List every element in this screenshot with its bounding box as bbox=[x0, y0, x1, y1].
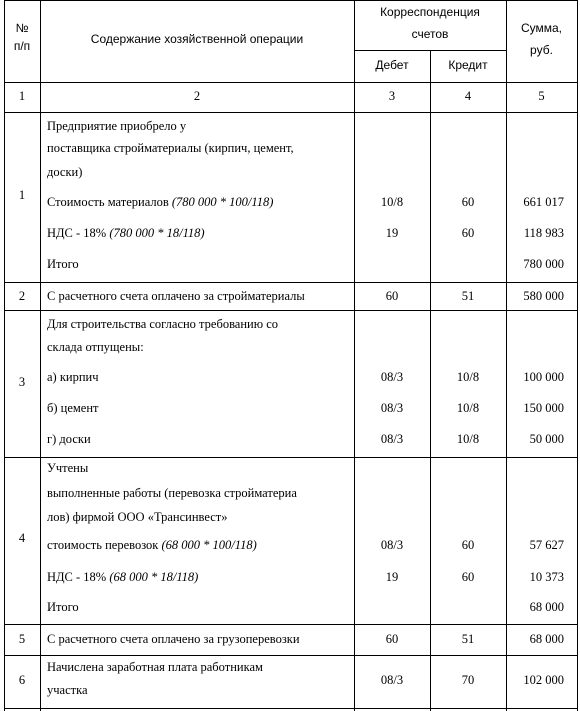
credit-cell: 10/8 bbox=[456, 370, 480, 384]
row-number: 5 bbox=[18, 632, 26, 646]
header-correspondence: счетов bbox=[411, 27, 449, 41]
rule bbox=[577, 0, 578, 711]
operation-text: С расчетного счета оплачено за стройматериалы bbox=[47, 289, 305, 303]
sum-cell: 102 000 bbox=[523, 673, 564, 687]
rule bbox=[354, 0, 355, 711]
col-number: 4 bbox=[464, 89, 472, 103]
rule bbox=[4, 624, 578, 625]
operation-text: С расчетного счета оплачено за грузоперевозки bbox=[47, 632, 300, 646]
operation-text: стоимость перевозок (68 000 * 100/118) bbox=[47, 538, 257, 552]
header-debit: Дебет bbox=[375, 58, 409, 72]
rule bbox=[40, 0, 41, 711]
formula: (780 000 * 100/118) bbox=[171, 195, 274, 209]
sum-cell: 10 373 bbox=[529, 570, 564, 584]
row-number: 1 bbox=[18, 188, 26, 202]
operation-text: Итого bbox=[47, 257, 79, 271]
operation-text: г) доски bbox=[47, 432, 91, 446]
sum-cell: 661 017 bbox=[523, 195, 564, 209]
header-sum: Сумма, bbox=[520, 21, 563, 35]
debit-cell: 08/3 bbox=[380, 401, 404, 415]
row-number: 6 bbox=[18, 673, 26, 687]
sum-cell: 68 000 bbox=[529, 632, 564, 646]
credit-cell: 60 bbox=[461, 570, 475, 584]
sum-cell: 100 000 bbox=[523, 370, 564, 384]
operation-text: Стоимость материалов (780 000 * 100/118) bbox=[47, 195, 274, 209]
col-number: 2 bbox=[193, 89, 201, 103]
debit-cell: 60 bbox=[385, 632, 399, 646]
credit-cell: 10/8 bbox=[456, 432, 480, 446]
header-credit: Кредит bbox=[448, 58, 488, 72]
rule bbox=[4, 0, 5, 711]
debit-cell: 19 bbox=[385, 226, 399, 240]
debit-cell: 08/3 bbox=[380, 370, 404, 384]
credit-cell: 10/8 bbox=[456, 401, 480, 415]
rule bbox=[4, 708, 578, 709]
sum-cell: 780 000 bbox=[523, 257, 564, 271]
header-sum: руб. bbox=[530, 43, 553, 57]
rule bbox=[4, 82, 578, 83]
operation-text: доски) bbox=[47, 165, 83, 179]
credit-cell: 70 bbox=[461, 673, 475, 687]
credit-cell: 60 bbox=[461, 195, 475, 209]
operation-text: поставщика стройматериалы (кирпич, цемент, bbox=[47, 141, 294, 155]
col-number: 3 bbox=[388, 89, 396, 103]
formula: (68 000 * 18/118) bbox=[109, 570, 199, 584]
operation-text: Итого bbox=[47, 600, 79, 614]
row-number: 2 bbox=[18, 289, 26, 303]
operation-text: Начислена заработная плата работникам bbox=[47, 660, 263, 674]
operation-text: склада отпущены: bbox=[47, 340, 144, 354]
credit-cell: 60 bbox=[461, 226, 475, 240]
col-number: 5 bbox=[538, 89, 545, 103]
sum-cell: 68 000 bbox=[529, 600, 564, 614]
row-number: 4 bbox=[18, 531, 26, 545]
rule bbox=[4, 310, 578, 311]
sum-cell: 57 627 bbox=[529, 538, 564, 552]
debit-cell: 10/8 bbox=[380, 195, 404, 209]
debit-cell: 08/3 bbox=[380, 538, 404, 552]
operation-text: Предприятие приобрело у bbox=[47, 119, 187, 133]
header-num: п/п bbox=[13, 39, 31, 53]
credit-cell: 51 bbox=[461, 289, 475, 303]
operation-text: б) цемент bbox=[47, 401, 99, 415]
operation-text: НДС - 18% (780 000 * 18/118) bbox=[47, 226, 205, 240]
debit-cell: 08/3 bbox=[380, 673, 404, 687]
sum-cell: 50 000 bbox=[529, 432, 564, 446]
operation-text: а) кирпич bbox=[47, 370, 99, 384]
rule bbox=[4, 282, 578, 283]
debit-cell: 19 bbox=[385, 570, 399, 584]
rule bbox=[4, 457, 578, 458]
operation-text: лов) фирмой ООО «Трансинвест» bbox=[47, 510, 228, 524]
operation-text: НДС - 18% (68 000 * 18/118) bbox=[47, 570, 199, 584]
operation-text: Учтены bbox=[47, 461, 89, 475]
debit-cell: 60 bbox=[385, 289, 399, 303]
operation-text: участка bbox=[47, 683, 88, 697]
operation-text: выполненные работы (перевозка стройматериа bbox=[47, 486, 297, 500]
rule bbox=[4, 655, 578, 656]
header-content: Содержание хозяйственной операции bbox=[90, 32, 304, 46]
rule bbox=[4, 0, 578, 1]
header-correspondence: Корреспонденция bbox=[380, 5, 480, 19]
credit-cell: 51 bbox=[461, 632, 475, 646]
credit-cell: 60 bbox=[461, 538, 475, 552]
operation-text: Для строительства согласно требованию со bbox=[47, 317, 278, 331]
col-number: 1 bbox=[18, 89, 26, 103]
sum-cell: 150 000 bbox=[523, 401, 564, 415]
rule bbox=[4, 112, 578, 113]
row-number: 3 bbox=[18, 375, 26, 389]
formula: (780 000 * 18/118) bbox=[109, 226, 205, 240]
sum-cell: 118 983 bbox=[523, 226, 564, 240]
formula: (68 000 * 100/118) bbox=[161, 538, 257, 552]
sum-cell: 580 000 bbox=[523, 289, 564, 303]
header-num: № bbox=[15, 21, 29, 35]
debit-cell: 08/3 bbox=[380, 432, 404, 446]
